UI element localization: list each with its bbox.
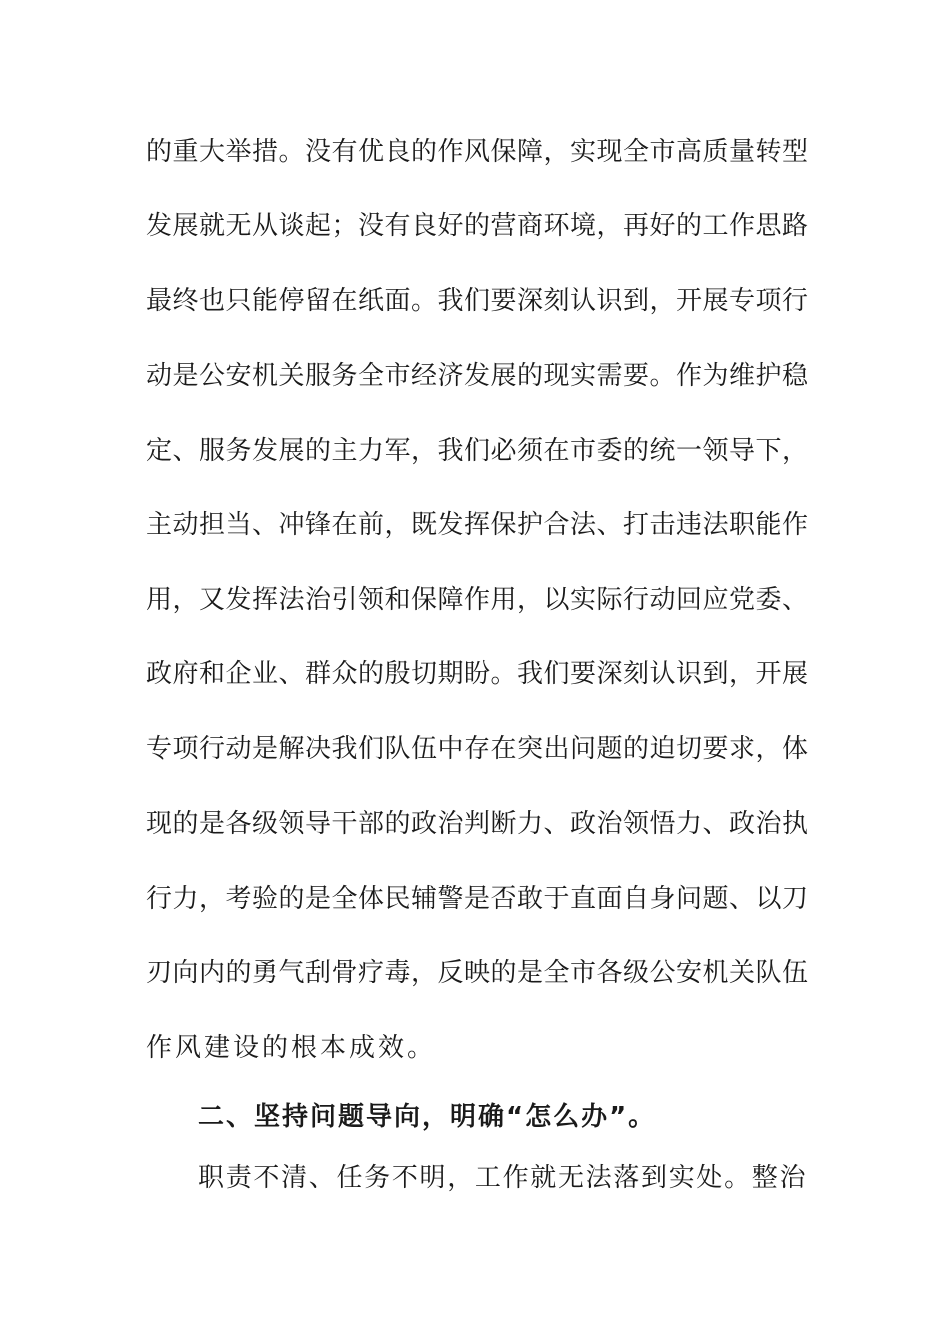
paragraph-line: 定、服务发展的主力军，我们必须在市委的统一领导下， (146, 436, 809, 466)
paragraph-line: 政府和企业、群众的殷切期盼。我们要深刻认识到，开展 (146, 659, 809, 689)
paragraph-line: 刃向内的勇气刮骨疗毒，反映的是全市各级公安机关队伍 (146, 958, 809, 988)
section-heading: 二、坚持问题导向，明确“怎么办”。 (198, 1102, 657, 1132)
paragraph-line: 作风建设的根本成效。 (146, 1033, 437, 1063)
paragraph-line: 现的是各级领导干部的政治判断力、政治领悟力、政治执 (146, 809, 809, 839)
paragraph-line: 发展就无从谈起；没有良好的营商环境，再好的工作思路 (146, 211, 809, 241)
paragraph-line: 最终也只能停留在纸面。我们要深刻认识到，开展专项行 (146, 286, 809, 316)
paragraph-line: 主动担当、冲锋在前，既发挥保护合法、打击违法职能作 (146, 510, 809, 540)
paragraph-line: 行力，考验的是全体民辅警是否敢于直面自身问题、以刀 (146, 884, 809, 914)
paragraph-line: 动是公安机关服务全市经济发展的现实需要。作为维护稳 (146, 361, 809, 391)
paragraph-line: 的重大举措。没有优良的作风保障，实现全市高质量转型 (146, 137, 809, 167)
paragraph-first-line: 职责不清、任务不明，工作就无法落到实处。整治 (198, 1163, 806, 1193)
paragraph-line: 用，又发挥法治引领和保障作用，以实际行动回应党委、 (146, 585, 809, 615)
paragraph-line: 专项行动是解决我们队伍中存在突出问题的迫切要求，体 (146, 734, 809, 764)
